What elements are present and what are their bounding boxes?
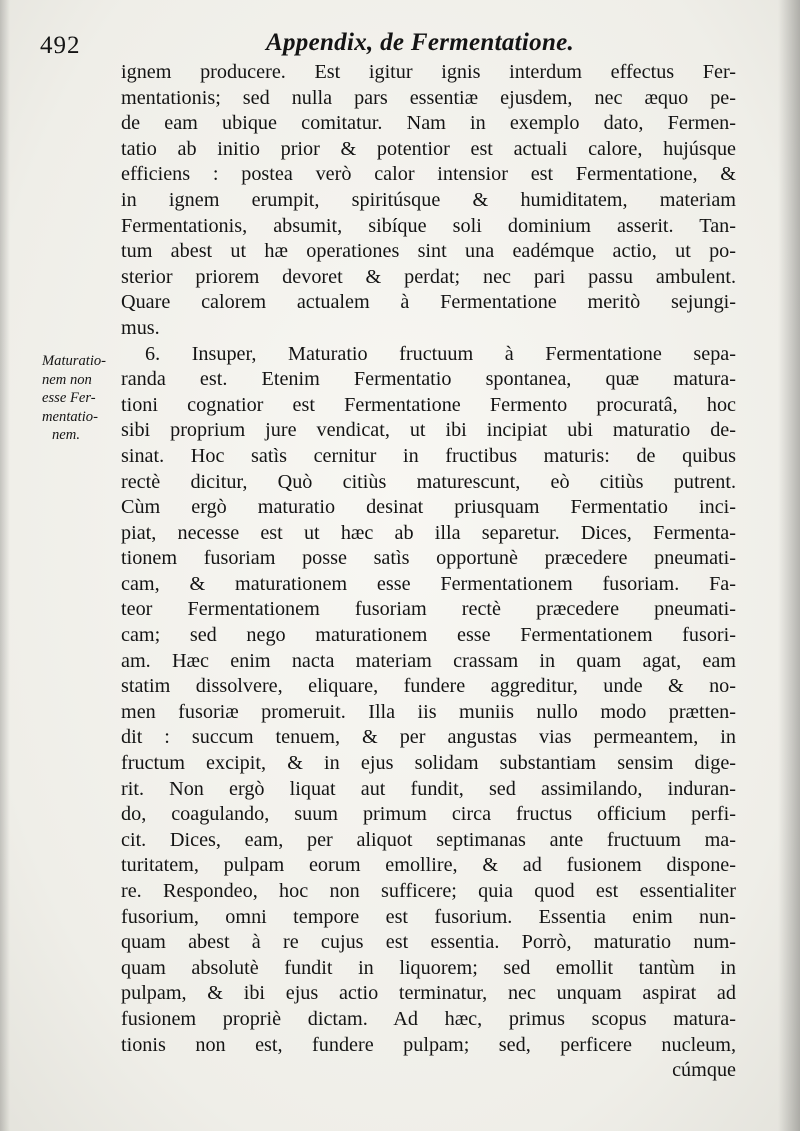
text-line: mus.: [121, 316, 160, 339]
text-line: tionis non est, fundere pulpam; sed, perficere nucleum,: [121, 1033, 736, 1056]
text-line: fusionem propriè dictam. Ad hæc, primus scopus matura-: [121, 1007, 736, 1030]
page-number: 492: [40, 32, 81, 59]
text-line: piat, necesse est ut hæc ab illa separetur. Dices, Fermenta-: [121, 521, 736, 544]
text-line: Cùm ergò maturatio desinat priusquam Fermentatio inci-: [121, 496, 736, 519]
text-line: tionem fusoriam posse satìs opportunè præcedere pneumati-: [121, 547, 736, 570]
text-line: Quare calorem actualem à Fermentatione meritò sejungi-: [121, 291, 736, 314]
text-line: Fermentationis, absumit, sibíque soli dominium asserit. Tan-: [121, 214, 736, 237]
text-line: rectè dicitur, Quò citiùs maturescunt, eò citiùs putrent.: [121, 470, 736, 493]
text-line: do, coagulando, suum primum circa fructus officium perfi-: [121, 803, 736, 826]
marginal-note: [42, 352, 122, 445]
text-line: rit. Non ergò liquat aut fundit, sed assimilando, induran-: [121, 777, 736, 800]
text-line: fructum excipit, & in ejus solidam substantiam sensim dige-: [121, 752, 736, 775]
text-line: randa est. Etenim Fermentatio spontanea, quæ matura-: [121, 368, 736, 391]
text-line: men fusoriæ promeruit. Illa iis muniis nullo modo prætten-: [121, 700, 736, 723]
text-line: tum abest ut hæ operationes sint una eadémque actio, ut po-: [121, 240, 736, 263]
text-line: in ignem erumpit, spiritúsque & humiditatem, materiam: [121, 188, 736, 211]
text-line: fusorium, omni tempore est fusorium. Essentia enim nun-: [121, 905, 736, 928]
text-line: tioni cognatior est Fermentatione Fermento procuratâ, hoc: [121, 393, 736, 416]
text-line: cam, & maturationem esse Fermentationem fusoriam. Fa-: [121, 572, 736, 595]
body-text: [121, 60, 736, 1084]
text-line: cam; sed nego maturationem esse Fermentationem fusori-: [121, 624, 736, 647]
marginal-note-line: nem non: [42, 371, 92, 388]
text-line: sterior priorem devoret & perdat; nec pari passu ambulent.: [121, 265, 736, 288]
marginal-note-line: mentatio-: [42, 408, 98, 425]
text-line: cit. Dices, eam, per aliquot septimanas ante fructuum ma-: [121, 828, 736, 851]
text-line: de eam ubique comitatur. Nam in exemplo dato, Fermen-: [121, 112, 736, 135]
marginal-note-line: Maturatio-: [42, 353, 107, 369]
page-gutter-shadow: [778, 0, 800, 1131]
text-line: 6. Insuper, Maturatio fructuum à Fermentatione sepa-: [145, 342, 736, 365]
text-line: efficiens : postea verò calor intensior est Fermentatione, &: [121, 163, 736, 186]
text-line: teor Fermentationem fusoriam rectè præcedere pneumati-: [121, 598, 736, 621]
text-line: sibi proprium jure vendicat, ut ibi incipiat ubi maturatio de-: [121, 419, 736, 442]
catchword: cúmque: [672, 1059, 736, 1082]
text-line: sinat. Hoc satìs cernitur in fructibus maturis: de quibus: [121, 444, 736, 467]
running-head: Appendix, de Fermentatione.: [266, 29, 575, 56]
text-line: quam abest à re cujus est essentia. Porrò, maturatio num-: [121, 931, 736, 954]
marginal-note-line: nem.: [52, 427, 80, 444]
text-line: tatio ab initio prior & potentior est actuali calore, hujúsque: [121, 137, 736, 160]
text-line: dit : succum tenuem, & per angustas vias permeantem, in: [121, 726, 736, 749]
text-line: re. Respondeo, hoc non sufficere; quia quod est essentialiter: [121, 880, 736, 902]
text-line: mentationis; sed nulla pars essentiæ ejusdem, nec æquo pe-: [121, 86, 736, 109]
text-line: statim dissolvere, eliquare, fundere aggreditur, unde & no-: [121, 675, 736, 698]
text-line: ignem producere. Est igitur ignis interdum effectus Fer-: [121, 61, 736, 83]
page-left-shadow: [0, 0, 10, 1131]
marginal-note-line: esse Fer-: [42, 390, 96, 407]
text-line: quam absolutè fundit in liquorem; sed emollit tantùm in: [121, 956, 736, 979]
text-line: am. Hæc enim nacta materiam crassam in quam agat, eam: [121, 649, 736, 672]
text-line: pulpam, & ibi ejus actio terminatur, nec unquam aspirat ad: [121, 982, 736, 1005]
text-line: turitatem, pulpam eorum emollire, & ad fusionem dispone-: [121, 854, 736, 877]
